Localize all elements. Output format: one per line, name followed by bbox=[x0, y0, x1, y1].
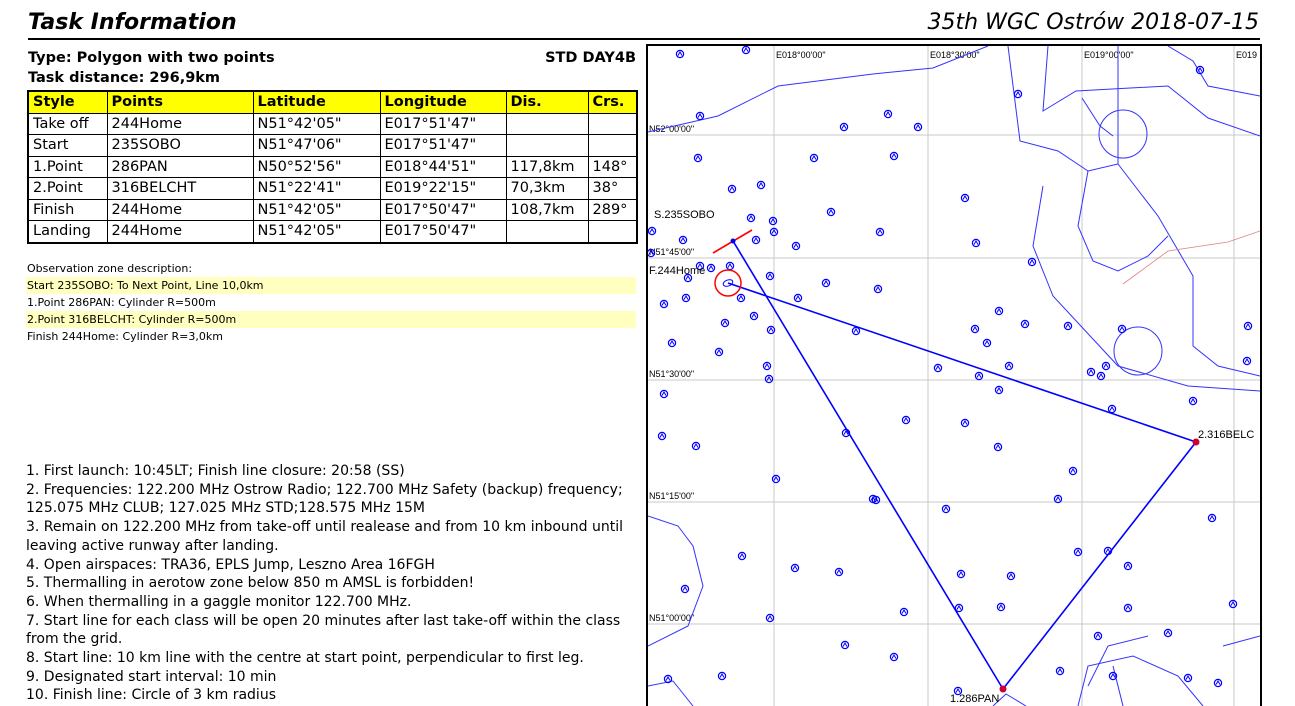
table-cell: 1.Point bbox=[28, 156, 107, 178]
column-header: Latitude bbox=[253, 91, 380, 113]
waypoint-icon-glyph bbox=[1191, 399, 1195, 403]
waypoint-icon-glyph bbox=[936, 366, 940, 370]
table-row bbox=[28, 178, 637, 200]
waypoint-icon-glyph bbox=[904, 418, 908, 422]
column-header: Style bbox=[28, 91, 107, 113]
waypoint-icon-glyph bbox=[1056, 497, 1060, 501]
waypoint-icon-glyph bbox=[660, 434, 664, 438]
waypoint-icon-glyph bbox=[878, 230, 882, 234]
column-header: Dis. bbox=[506, 91, 588, 113]
waypoint-icon-glyph bbox=[1120, 327, 1124, 331]
note-item: 7. Start line for each class will be open 20 minutes after last take-off within the class from the grid. bbox=[26, 612, 621, 648]
observation-zone-section bbox=[26, 260, 636, 345]
waypoint-icon-glyph bbox=[957, 606, 961, 610]
waypoint-icon-glyph bbox=[723, 321, 727, 325]
start-point-marker bbox=[731, 239, 736, 244]
table-header-row bbox=[28, 91, 637, 113]
table-cell: 244Home bbox=[107, 113, 253, 135]
column-header: Crs. bbox=[588, 91, 637, 113]
waypoint-icon-glyph bbox=[662, 392, 666, 396]
waypoint-icon-glyph bbox=[1023, 322, 1027, 326]
waypoint-icon-glyph bbox=[999, 605, 1003, 609]
waypoint-icon-glyph bbox=[650, 229, 654, 233]
waypoint-icon-glyph bbox=[997, 388, 1001, 392]
table-cell: 70,3km bbox=[506, 178, 588, 200]
observation-zone-line: 2.Point 316BELCHT: Cylinder R=500m bbox=[26, 311, 636, 328]
table-cell: 38° bbox=[588, 178, 637, 200]
table-cell: 108,7km bbox=[506, 199, 588, 221]
waypoint-icon-glyph bbox=[1096, 634, 1100, 638]
waypoint-icon-glyph bbox=[974, 241, 978, 245]
table-row bbox=[28, 156, 637, 178]
waypoint-icon-glyph bbox=[1066, 324, 1070, 328]
waypoint-icon-glyph bbox=[739, 296, 743, 300]
waypoint-icon-glyph bbox=[1071, 469, 1075, 473]
waypoint-icon-glyph bbox=[977, 374, 981, 378]
waypoint-icon-glyph bbox=[1030, 260, 1034, 264]
waypoint-icon-glyph bbox=[1198, 68, 1202, 72]
table-cell: 2.Point bbox=[28, 178, 107, 200]
task-distance: Task distance: 296,9km bbox=[28, 70, 221, 86]
waypoint-icon-glyph bbox=[683, 587, 687, 591]
start-point-label: S.235SOBO bbox=[654, 209, 715, 221]
note-item: 10. Finish line: Circle of 3 km radius bbox=[26, 687, 276, 704]
table-cell: 235SOBO bbox=[107, 135, 253, 157]
waypoint-icon-glyph bbox=[1126, 606, 1130, 610]
task-map bbox=[646, 44, 1262, 706]
note-item: 8. Start line: 10 km line with the centre at start point, perpendicular to first leg. bbox=[26, 650, 584, 667]
waypoint-icon-glyph bbox=[684, 296, 688, 300]
waypoint-icon-glyph bbox=[837, 570, 841, 574]
note-item: 4. Open airspaces: TRA36, EPLS Jump, Leszno Area 16FGH bbox=[26, 556, 435, 573]
waypoint-icon-glyph bbox=[696, 156, 700, 160]
waypoint-icon-glyph bbox=[740, 554, 744, 558]
waypoint-icon-glyph bbox=[768, 274, 772, 278]
table-cell: Landing bbox=[28, 221, 107, 243]
waypoint-icon-glyph bbox=[678, 52, 682, 56]
waypoint-icon-glyph bbox=[959, 572, 963, 576]
waypoint-icon-glyph bbox=[1110, 407, 1114, 411]
observation-zone-line: 1.Point 286PAN: Cylinder R=500m bbox=[27, 296, 216, 309]
waypoint-icon-glyph bbox=[963, 421, 967, 425]
waypoint-icon-glyph bbox=[794, 244, 798, 248]
waypoint-icon-glyph bbox=[812, 156, 816, 160]
table-row bbox=[28, 135, 637, 157]
waypoint-icon-glyph bbox=[973, 327, 977, 331]
table-cell bbox=[506, 135, 588, 157]
waypoint-icon-glyph bbox=[1246, 324, 1250, 328]
waypoint-icon-glyph bbox=[752, 314, 756, 318]
waypoint-icon-glyph bbox=[717, 350, 721, 354]
table-cell: 289° bbox=[588, 199, 637, 221]
waypoint-icon-glyph bbox=[842, 125, 846, 129]
lat-label: N52°00'00" bbox=[649, 124, 695, 134]
note-item: 5. Thermalling in aerotow zone below 850 m AMSL is forbidden! bbox=[26, 575, 475, 592]
waypoint-icon-glyph bbox=[829, 210, 833, 214]
turnpoint-2-label: 2.316BELC bbox=[1198, 429, 1255, 441]
table-row bbox=[28, 113, 637, 135]
waypoint-icon-glyph bbox=[768, 616, 772, 620]
observation-zone-line: Start 235SOBO: To Next Point, Line 10,0km bbox=[26, 277, 636, 294]
lon-label: E019°00'00" bbox=[1084, 50, 1134, 60]
table-cell: 244Home bbox=[107, 199, 253, 221]
competition-title: 35th WGC Ostrów 2018-07-15 bbox=[927, 10, 1259, 35]
task-type: Type: Polygon with two points bbox=[28, 50, 275, 66]
task-route bbox=[713, 230, 1200, 693]
waypoint-icon-glyph bbox=[709, 266, 713, 270]
waypoint-icon-glyph bbox=[793, 566, 797, 570]
page-title: Task Information bbox=[28, 10, 237, 35]
observation-zone-title: Observation zone description: bbox=[27, 262, 193, 275]
table-row bbox=[28, 221, 637, 243]
table-cell: 316BELCHT bbox=[107, 178, 253, 200]
waypoint-icon-glyph bbox=[1210, 516, 1214, 520]
waypoint-icon-glyph bbox=[963, 196, 967, 200]
table-cell: N51°42'05" bbox=[253, 221, 380, 243]
waypoint-icon-glyph bbox=[985, 341, 989, 345]
column-header: Points bbox=[107, 91, 253, 113]
waypoint-icon-glyph bbox=[876, 287, 880, 291]
waypoint-icon-glyph bbox=[1016, 92, 1020, 96]
turnpoint-1-marker bbox=[1000, 686, 1007, 693]
waypoint-icon-glyph bbox=[754, 238, 758, 242]
waypoint-icon-glyph bbox=[666, 677, 670, 681]
note-item: 6. When thermalling in a gaggle monitor 122.700 MHz. bbox=[26, 593, 412, 610]
waypoint-icon-glyph bbox=[892, 154, 896, 158]
lat-label: N51°45'00" bbox=[649, 247, 695, 257]
waypoint-icon-glyph bbox=[759, 183, 763, 187]
map-canvas bbox=[648, 46, 1260, 706]
observation-zone-line: Finish 244Home: Cylinder R=3,0km bbox=[27, 330, 223, 343]
waypoint-icon-glyph bbox=[1099, 374, 1103, 378]
task-notes bbox=[26, 462, 626, 705]
lat-label: N51°00'00" bbox=[649, 613, 695, 623]
task-table bbox=[27, 90, 638, 244]
table-cell: E017°50'47" bbox=[380, 221, 506, 243]
waypoint-icon-glyph bbox=[670, 341, 674, 345]
waypoint-icon-glyph bbox=[1216, 681, 1220, 685]
note-item: 9. Designated start interval: 10 min bbox=[26, 668, 277, 685]
table-cell: Start bbox=[28, 135, 107, 157]
waypoint-icon-glyph bbox=[892, 655, 896, 659]
waypoint-icon-glyph bbox=[1089, 370, 1093, 374]
waypoint-icon-glyph bbox=[698, 114, 702, 118]
table-cell: E018°44'51" bbox=[380, 156, 506, 178]
waypoint-icon-glyph bbox=[728, 264, 732, 268]
note-item: 2. Frequencies: 122.200 MHz Ostrow Radio; 122.700 MHz Safety (backup) frequency; 125.075 MHz CLUB; 127.025 MHz STD;128.575 MHz 15M bbox=[26, 481, 623, 517]
table-cell bbox=[588, 221, 637, 243]
finish-point-label: F.244Home bbox=[649, 265, 706, 277]
route-line bbox=[728, 241, 1196, 689]
table-cell bbox=[588, 113, 637, 135]
task-day: STD DAY4B bbox=[545, 50, 636, 66]
waypoint-icon-glyph bbox=[694, 444, 698, 448]
lat-label: N51°15'00" bbox=[649, 491, 695, 501]
waypoint-icon-glyph bbox=[886, 112, 890, 116]
waypoint-icon-glyph bbox=[681, 238, 685, 242]
waypoint-icon-glyph bbox=[996, 445, 1000, 449]
table-cell: N51°22'41" bbox=[253, 178, 380, 200]
table-cell: 148° bbox=[588, 156, 637, 178]
waypoint-icon-glyph bbox=[1111, 674, 1115, 678]
waypoint-icon-glyph bbox=[1007, 364, 1011, 368]
table-cell: E019°22'15" bbox=[380, 178, 506, 200]
table-cell: Finish bbox=[28, 199, 107, 221]
waypoint-icon-glyph bbox=[749, 216, 753, 220]
waypoint-icon-glyph bbox=[662, 302, 666, 306]
lat-label: N51°30'00" bbox=[649, 369, 695, 379]
table-cell: N51°42'05" bbox=[253, 199, 380, 221]
table-cell: 286PAN bbox=[107, 156, 253, 178]
waypoint-icon-glyph bbox=[1245, 359, 1249, 363]
waypoint-icon-glyph bbox=[1126, 564, 1130, 568]
waypoint-icon-glyph bbox=[1009, 574, 1013, 578]
table-cell: E017°50'47" bbox=[380, 199, 506, 221]
table-cell: N50°52'56" bbox=[253, 156, 380, 178]
table-cell bbox=[506, 113, 588, 135]
waypoint-icon-glyph bbox=[744, 48, 748, 52]
waypoint-icon-glyph bbox=[769, 328, 773, 332]
column-header: Longitude bbox=[380, 91, 506, 113]
waypoint-icon-glyph bbox=[730, 187, 734, 191]
waypoint-icon-glyph bbox=[997, 309, 1001, 313]
waypoint-icon-glyph bbox=[796, 296, 800, 300]
waypoint-icon-glyph bbox=[916, 125, 920, 129]
note-item: 1. First launch: 10:45LT; Finish line closure: 20:58 (SS) bbox=[26, 463, 405, 479]
waypoint-icon-glyph bbox=[1076, 550, 1080, 554]
lon-label: E018°00'00" bbox=[776, 50, 826, 60]
waypoint-icon-glyph bbox=[774, 477, 778, 481]
table-cell: N51°42'05" bbox=[253, 113, 380, 135]
waypoint-icon-glyph bbox=[944, 507, 948, 511]
table-cell: 244Home bbox=[107, 221, 253, 243]
waypoint-icon-glyph bbox=[824, 281, 828, 285]
table-cell bbox=[588, 135, 637, 157]
table-cell: N51°47'06" bbox=[253, 135, 380, 157]
waypoint-icon-glyph bbox=[1166, 631, 1170, 635]
header-divider bbox=[28, 38, 1260, 40]
turnpoint-1-label: 1.286PAN bbox=[950, 693, 1000, 705]
table-cell: E017°51'47" bbox=[380, 113, 506, 135]
table-cell bbox=[506, 221, 588, 243]
table-row bbox=[28, 199, 637, 221]
lon-label: E018°30'00" bbox=[930, 50, 980, 60]
table-cell: E017°51'47" bbox=[380, 135, 506, 157]
waypoint-icon-glyph bbox=[854, 329, 858, 333]
waypoint-icon-glyph bbox=[720, 674, 724, 678]
waypoint-icon-glyph bbox=[1104, 364, 1108, 368]
waypoint-markers bbox=[648, 46, 1255, 694]
waypoint-icon-glyph bbox=[902, 610, 906, 614]
waypoint-icon-glyph bbox=[765, 364, 769, 368]
table-cell: Take off bbox=[28, 113, 107, 135]
lon-label: E019 bbox=[1236, 50, 1258, 60]
note-item: 3. Remain on 122.200 MHz from take-off until realease and from 10 km inbound until leaving active runway after landing. bbox=[26, 519, 624, 554]
waypoint-icon-glyph bbox=[1058, 669, 1062, 673]
table-cell: 117,8km bbox=[506, 156, 588, 178]
waypoint-icon-glyph bbox=[1186, 676, 1190, 680]
waypoint-icon-glyph bbox=[843, 643, 847, 647]
